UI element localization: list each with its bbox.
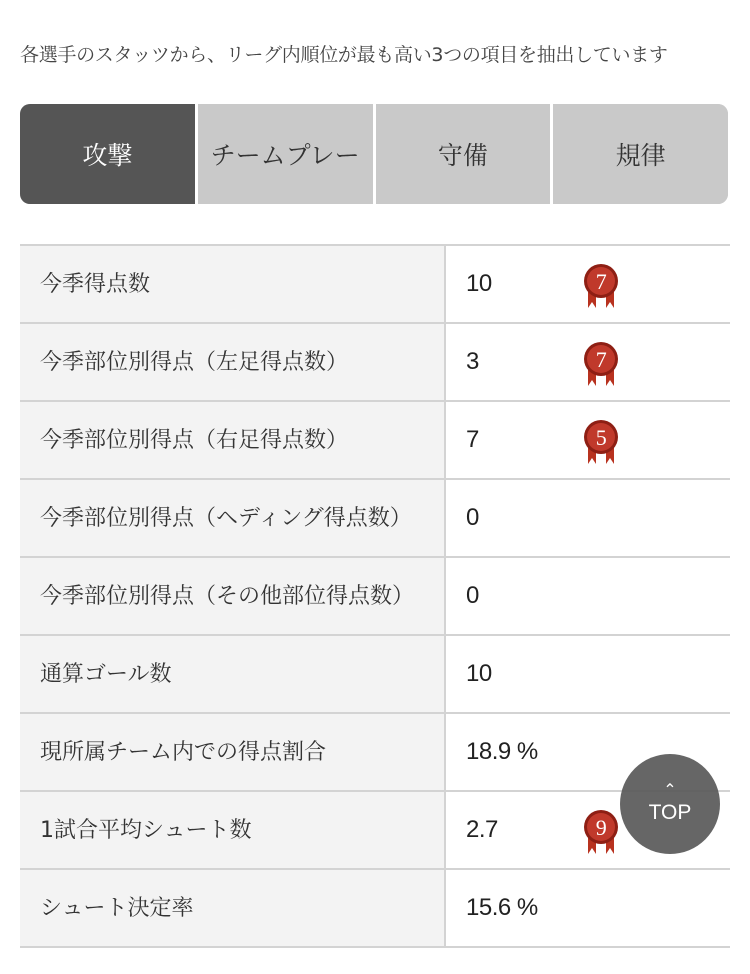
stat-value: 7 [466, 426, 479, 453]
top-button-label: TOP [648, 801, 692, 824]
stat-value: 0 [466, 582, 479, 609]
table-row [20, 870, 730, 948]
table-row [20, 402, 730, 480]
tab-attack[interactable]: 攻撃 [20, 104, 195, 204]
stat-value: 0 [466, 504, 479, 531]
stat-value: 2.7 [466, 816, 498, 843]
rank-medal-icon [580, 340, 622, 390]
table-row [20, 558, 730, 636]
stat-value: 3 [466, 348, 479, 375]
stat-label: 現所属チーム内での得点割合 [20, 714, 446, 790]
stat-label: 今季部位別得点（左足得点数） [20, 324, 446, 400]
table-row [20, 480, 730, 558]
tab-defense[interactable]: 守備 [373, 104, 551, 204]
table-row [20, 246, 730, 324]
stat-label: 通算ゴール数 [20, 636, 446, 712]
stat-label: 今季部位別得点（右足得点数） [20, 402, 446, 478]
rank-medal-icon [580, 418, 622, 468]
table-row [20, 714, 730, 792]
stat-value: 18.9 % [466, 738, 538, 765]
rank-medal-icon [580, 262, 622, 312]
stat-label: 1試合平均シュート数 [20, 792, 446, 868]
tab-teamplay[interactable]: チームプレー [195, 104, 373, 204]
rank-number: 9 [595, 815, 607, 840]
stat-value: 15.6 % [466, 894, 538, 921]
rank-number: 7 [595, 269, 607, 294]
stat-label: 今季部位別得点（その他部位得点数） [20, 558, 446, 634]
stat-label: 今季得点数 [20, 246, 446, 322]
tab-discipline[interactable]: 規律 [550, 104, 728, 204]
rank-medal-icon [580, 808, 622, 858]
stat-label: 今季部位別得点（ヘディング得点数） [20, 480, 446, 556]
rank-number: 5 [595, 425, 607, 450]
stat-value: 10 [466, 660, 492, 687]
stat-label: シュート決定率 [20, 870, 446, 946]
intro-text: 各選手のスタッツから、リーグ内順位が最も高い3つの項目を抽出しています [20, 44, 668, 66]
stat-value: 10 [466, 270, 492, 297]
table-row [20, 324, 730, 402]
back-to-top-button[interactable] [620, 754, 720, 854]
chevron-up-icon: ⌃ [663, 782, 677, 799]
stats-table [20, 244, 730, 948]
table-row [20, 636, 730, 714]
category-tabs [20, 104, 728, 204]
rank-number: 7 [595, 347, 607, 372]
